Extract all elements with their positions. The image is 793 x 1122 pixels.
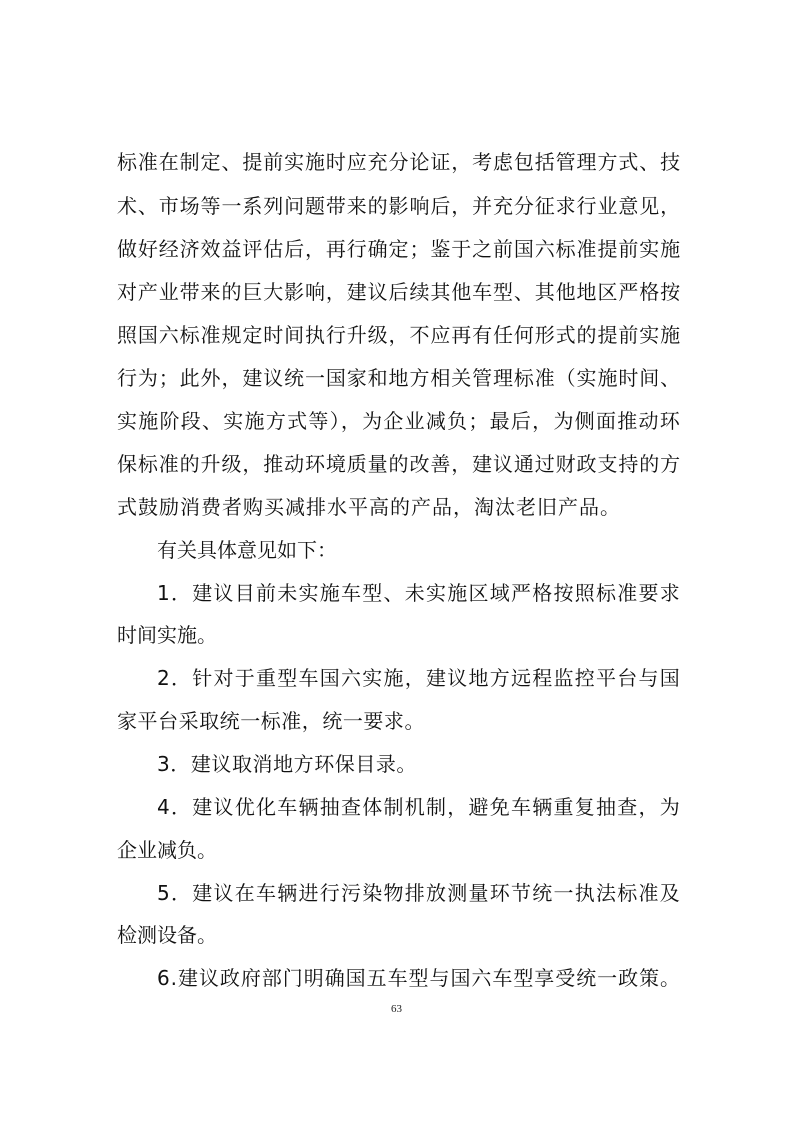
text-line-content: 对产业带来的巨大影响，建议后续其他车型、其他地区严格按 <box>117 280 681 304</box>
text-line-content: 照国六标准规定时间执行升级，不应再有任何形式的提前实施 <box>117 323 681 347</box>
text-line-content: 企业减负。 <box>117 838 217 862</box>
text-line-content: 保标准的升级，推动环境质量的改善，建议通过财政支持的方 <box>117 452 681 476</box>
text-line-content: 家平台采取统一标准，统一要求。 <box>117 709 425 733</box>
text-line-content: 时间实施。 <box>117 623 217 647</box>
text-line-content: 式鼓励消费者购买减排水平高的产品，淘汰老旧产品。 <box>117 495 621 519</box>
text-line-content: 3．建议取消地方环保目录。 <box>157 752 417 776</box>
text-line-content: 行为；此外，建议统一国家和地方相关管理标准（实施时间、 <box>117 366 681 390</box>
text-line-content: 5．建议在车辆进行污染物排放测量环节统一执法标准及 <box>157 881 681 905</box>
text-line-content: 标准在制定、提前实施时应充分论证，考虑包括管理方式、技 <box>117 150 681 174</box>
text-line-content: 4．建议优化车辆抽查体制机制，避免车辆重复抽查，为 <box>157 795 681 819</box>
text-line-content: 1．建议目前未实施车型、未实施区域严格按照标准要求 <box>157 581 681 605</box>
text-line-content: 术、市场等一系列问题带来的影响后，并充分征求行业意见， <box>117 194 681 218</box>
text-line-content: 实施阶段、实施方式等），为企业减负；最后，为侧面推动环 <box>117 409 681 433</box>
text-line-content: 有关具体意见如下： <box>157 538 337 562</box>
text-line-content: 6.建议政府部门明确国五车型与国六车型享受统一政策。 <box>157 966 681 990</box>
text-line-content: 做好经济效益评估后，再行确定；鉴于之前国六标准提前实施 <box>117 237 681 261</box>
text-line-content: 检测设备。 <box>117 923 217 947</box>
text-line-content: 2．针对于重型车国六实施，建议地方远程监控平台与国 <box>157 666 681 690</box>
page-number: 63 <box>391 1003 402 1015</box>
